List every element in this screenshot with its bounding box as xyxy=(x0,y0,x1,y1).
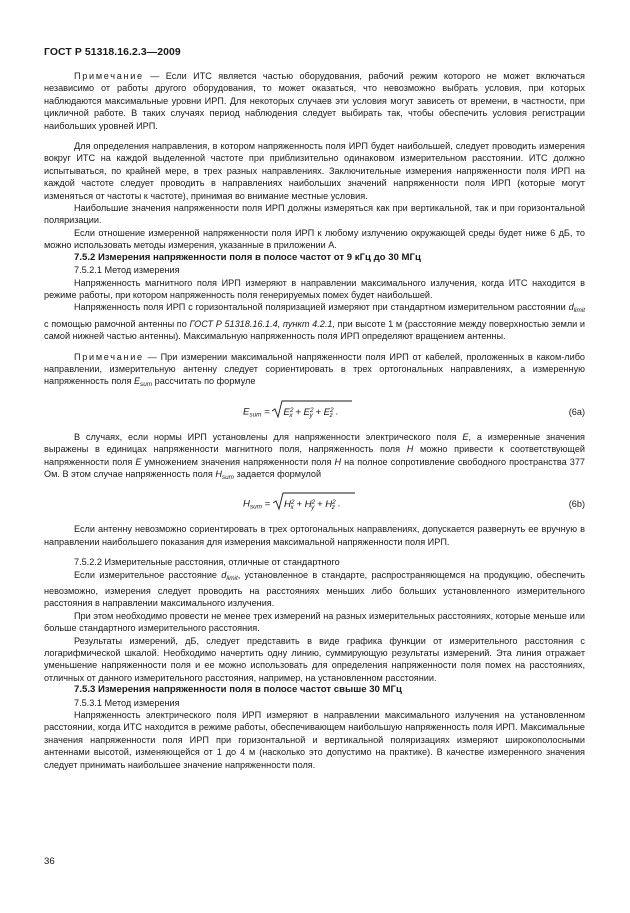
formula-expression: $H_{sum}$ = $H^2_x + H^2_y + H^2_z$ . xyxy=(243,494,340,514)
paragraph: Напряженность поля ИРП с горизонтальной поляризацией измеряют при стандартном измерительном расстоянии $d_{limit}$ с помощью рамочной антенны по ГОСТ Р 51318.16.1.4, пункт 4.2.1, при высоте 1 м (расстояние между поверхностью земли и самой нижней частью антенны). Максимальную напряженность поля ИРП определяют вращением антенны. xyxy=(44,302,586,342)
paragraph: Если антенну невозможно сориентировать в трех ортогональных направлениях, допускается развернуть ее вручную в направлении наибольшего показания для измерения максимальной напряженности поля ИРП. xyxy=(44,524,585,547)
paragraph: Для определения направления, в котором напряженность поля ИРП будет наибольшей, следует проводить измерения вокруг ИТС на каждой выделенной частоте при приблизительно одинаковом измерительном расстоянии. ИТС должно испытываться, по крайней мере, в трех разных направлениях. Заключительные измерения напряженности поля ИРП на каждой частоте следует проводить в направлениях наибольших значений напряженности поля ИРП (которые могут изменяться от частоты к частоте), принимая во внимание местные условия. xyxy=(44,141,585,201)
note-text: — Если ИТС является частью оборудования, рабочий режим которого не может включаться независимо от работы другого оборудования, то может оказаться, что невозможно выбрать условия, при которых наблюдаются максимальные уровни ИРП. Для некоторых случаев эти условия могут зависеть от времени, в частности, при цикличной работе. В таких случаях период наблюдения следует выбирать так, чтобы обеспечить условия регистрации наибольших уровней ИРП. xyxy=(44,71,585,131)
subsection-heading-7-5-3-1: 7.5.3.1 Метод измерения xyxy=(74,697,180,708)
paragraph: Напряженность магнитного поля ИРП измеряют в направлении максимального излучения, когда ИТС находится в режиме работы, при котором напряженность поля генерируемых помех будет наибольшей. xyxy=(44,277,585,300)
note-label: Примечание xyxy=(74,71,144,81)
section-heading-7-5-2: 7.5.2 Измерения напряженности поля в полосе частот от 9 кГц до 30 МГц xyxy=(74,251,421,263)
paragraph: Напряженность электрического поля ИРП измеряют в направлении максимального излучения на установленном расстоянии, когда ИТС находится в режиме работы, обеспечивающем наибольшую напряженность поля ИРП. Максимальные значения напряженности поля ИРП при горизонтальной и вертикальной поляризациях измеряют широкополосными антеннами высотой, изменяющейся от 1 до 4 м (насколько это допустимо на практике). В качестве измеренного значения следует принимать наибольшее значение напряженности поля. xyxy=(44,710,585,770)
standard-reference: ГОСТ Р 51318.16.1.4, пункт 4.2.1, xyxy=(189,318,336,329)
formula-number: (6a) xyxy=(568,406,585,417)
note-1 xyxy=(44,70,585,132)
square-root: $H^2_x + H^2_y + H^2_z$ xyxy=(273,494,335,514)
page-header: ГОСТ Р 51318.16.2.3—2009 xyxy=(44,47,181,58)
page-number: 36 xyxy=(44,856,55,867)
paragraph: При этом необходимо провести не менее трех измерений на разных измерительных расстояниях, которые меньше или больше стандартного измерительного расстояния. xyxy=(44,610,585,634)
formula-6a xyxy=(44,397,585,425)
note-label: Примечание xyxy=(74,351,144,362)
paragraph: Если измерительное расстояние $d_{limit}$, установленное в стандарте, распространяющемся на продукцию, обеспечить невозможно, измерения следует проводить на расстояниях меньших либо больших установленного измерительного расстояния в направлении максимального излучения. xyxy=(44,569,585,609)
page-content xyxy=(44,70,585,771)
paragraph: Результаты измерений, дБ, следует представить в виде графика функции от измерительного расстояния с логарифмической шкалой. Необходимо начертить одну линию, суммирующую результаты измерений. Эта линия отражает уменьшение напряженности поля и ее можно использовать для определения напряженности поля помех на расстояниях, отличных от данного измерительного расстояния, например, на установленном расстоянии. xyxy=(44,635,585,683)
paragraph: Наибольшие значения напряженности поля ИРП должны измеряться как при вертикальной, так и при горизонтальной поляризации. xyxy=(44,203,585,226)
formula-6b xyxy=(44,489,585,517)
subsection-heading-7-5-2-2: 7.5.2.2 Измерительные расстояния, отличные от стандартного xyxy=(74,557,340,568)
paragraph: В случаях, если нормы ИРП установлены для напряженности электрического поля E, а измеренные значения выражены в единицах напряженности магнитного поля, напряженность поля H можно привести к соответствующей напряженности поля E умножением значения напряженности поля H на полное сопротивление свободного пространства 377 Ом. В этом случае напряженность поля $H_{sum}$ задается формулой xyxy=(44,431,585,481)
paragraph: Если отношение измеренной напряженности поля ИРП к любому излучению окружающей среды будет ниже 6 дБ, то можно использовать методы измерения, указанные в приложении А. xyxy=(44,227,585,251)
section-heading-7-5-3: 7.5.3 Измерения напряженности поля в полосе частот свыше 30 МГц xyxy=(74,684,402,696)
formula-expression: $E_{sum}$ = $E^2_x + E^2_y + E^2_z$ . xyxy=(243,402,338,422)
note-2: Примечание — При измерении максимальной напряженности поля ИРП от кабелей, проложенных в каком-либо направлении, измерительную антенну следует сориентировать в трех ортогональных направлениях, а измеренную напряженность поля $E_{sum}$ рассчитать по формуле xyxy=(44,351,585,389)
formula-number: (6b) xyxy=(568,499,585,510)
subsection-heading-7-5-2-1: 7.5.2.1 Метод измерения xyxy=(74,265,180,276)
square-root: $E^2_x + E^2_y + E^2_z$ xyxy=(272,402,332,422)
